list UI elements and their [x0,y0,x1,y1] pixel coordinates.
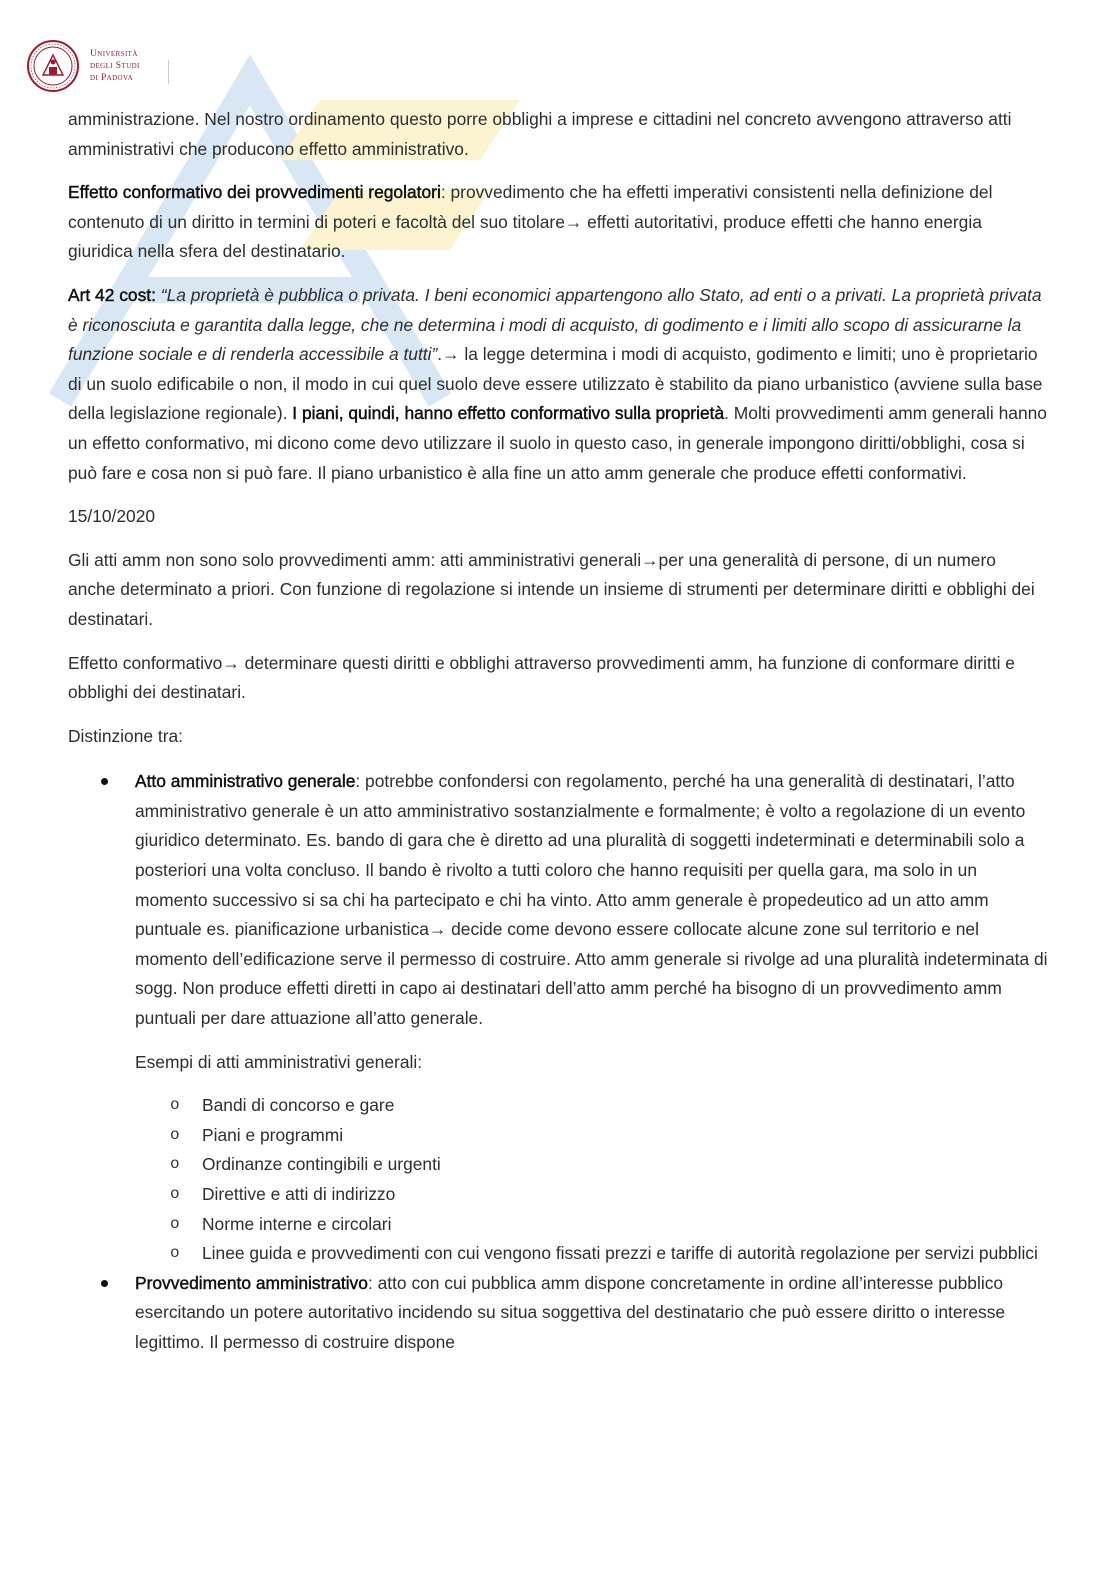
sub-list-item: o Linee guida e provvedimenti con cui vengono fissati prezzi e tariffe di autorità regolazione per servizi pubblici [135,1239,1048,1269]
paragraph-3-text-2: . Molti provvedimenti amm generali hanno un effetto conformativo, mi dicono come devo utilizzare il suolo in questo caso, in generale impongono diritti/obblighi, cosa si può fare e cosa non si può fare. Il piano urbanistico è alla fine un atto amm generale che produce effetti conformativi. [68,403,1047,483]
bullet-item [68,767,1048,1269]
paragraph-1: amministrazione. Nel nostro ordinamento questo porre obblighi a imprese e cittadini nel concreto avvengono attraverso atti amministrativi che producono effetto amministrativo. [68,109,1012,159]
university-seal-icon [26,39,80,93]
paragraph-2 [68,178,1048,267]
bullet-list [68,767,1048,1357]
university-name-line2: degli Studi [90,61,140,71]
paragraph-2-heading: Effetto conformativo dei provvedimenti regolatori [68,182,441,203]
document-body [68,105,1048,1358]
university-name-line3: di Padova [90,73,134,83]
header-divider [168,60,169,84]
bullet-item [68,1269,1048,1358]
paragraph-3-highlight: I piani, quindi, hanno effetto conformativo sulla proprietà [292,403,725,424]
sub-list-item: o Bandi di concorso e gare [135,1091,1048,1121]
sub-list-intro: Esempi di atti amministrativi generali: [135,1051,423,1072]
paragraph-3-text: .→ la legge determina i modi di acquisto, godimento e limiti; uno è proprietario di un suolo edificabile o non, il modo in cui quel suolo deve essere utilizzato è stabilito da piano urbanistico (avviene sulla base della legislazione regionale). [68,344,1043,424]
paragraph-3-quote: “La proprietà è pubblica o privata. I beni economici appartengono allo Stato, ad enti o a privati. La proprietà privata è riconosciuta e garantita dalla legge, che ne determina i modi di acquisto, di godimento e i limiti allo scopo di assicurarne la funzione sociale e di renderla accessibile a tutti” [68,284,1042,365]
university-name-line1: Università [90,49,138,59]
sub-list-item: o Norme interne e circolari [135,1210,1048,1240]
sub-list-item: o Ordinanze contingibili e urgenti [135,1150,1048,1180]
paragraph-6: Distinzione tra: [68,725,184,746]
sub-list [135,1091,1048,1269]
paragraph-3 [68,281,1048,488]
bullet-item-text: : potrebbe confondersi con regolamento, perché ha una generalità di destinatari, l’atto amministrativo generale è un atto amministrativo sostanzialmente e formalmente; è volto a regolazione di un evento giuridico determinato. Es. bando di gara che è diretto ad una pluralità di soggetti indeterminati e determinabili solo a posteriori una volta concluso. Il bando è rivolto a tutti coloro che hanno requisiti per quella gara, ma solo in un momento successivo si sa chi ha partecipato e chi ha vinto. Atto amm generale è propedeutico ad un atto amm puntuale es. pianificazione urbanistica→ decide come devono essere collocate alcune zone sul territorio e nel momento dell’edificazione serve il permesso di costruire. Atto amm generale si rivolge ad una pluralità indeterminata di sogg. Non produce effetti diretti in capo ai destinatari dell’atto amm perché ha bisogno di un provvedimento amm puntuali per dare attuazione all’atto generale. [135,771,1048,1029]
paragraph-2-text: : provvedimento che ha effetti imperativi consistenti nella definizione del contenuto di un diritto in termini di poteri e facoltà del suo titolare→ effetti autoritativi, produce effetti che hanno energia giuridica nella sfera del destinatario. [68,182,993,262]
university-logo [26,36,140,96]
bullet-item-heading: Atto amministrativo generale [135,771,356,792]
sub-list-item: o Piani e programmi [135,1121,1048,1151]
date-line: 15/10/2020 [68,506,156,527]
paragraph-4: Gli atti amm non sono solo provvedimenti amm: atti amministrativi generali→per una generalità di persone, di un numero anche determinato a priori. Con funzione di regolazione si intende un insieme di strumenti per determinare diritti e obblighi dei destinatari. [68,549,1035,629]
paragraph-5: Effetto conformativo→ determinare questi diritti e obblighi attraverso provvedimenti amm, ha funzione di conformare diritti e obblighi dei destinatari. [68,652,1015,703]
sub-list-item: o Direttive e atti di indirizzo [135,1180,1048,1210]
bullet-item-heading: Provvedimento amministrativo [135,1272,368,1293]
university-name [90,48,140,84]
bullet-item-text: : atto con cui pubblica amm dispone concretamente in ordine all’interesse pubblico esercitando un potere autoritativo incidendo su situa soggettiva del destinatario che può essere diritto o interesse legittimo. Il permesso di costruire dispone [135,1272,1006,1352]
paragraph-3-heading: Art 42 cost: [68,284,156,305]
